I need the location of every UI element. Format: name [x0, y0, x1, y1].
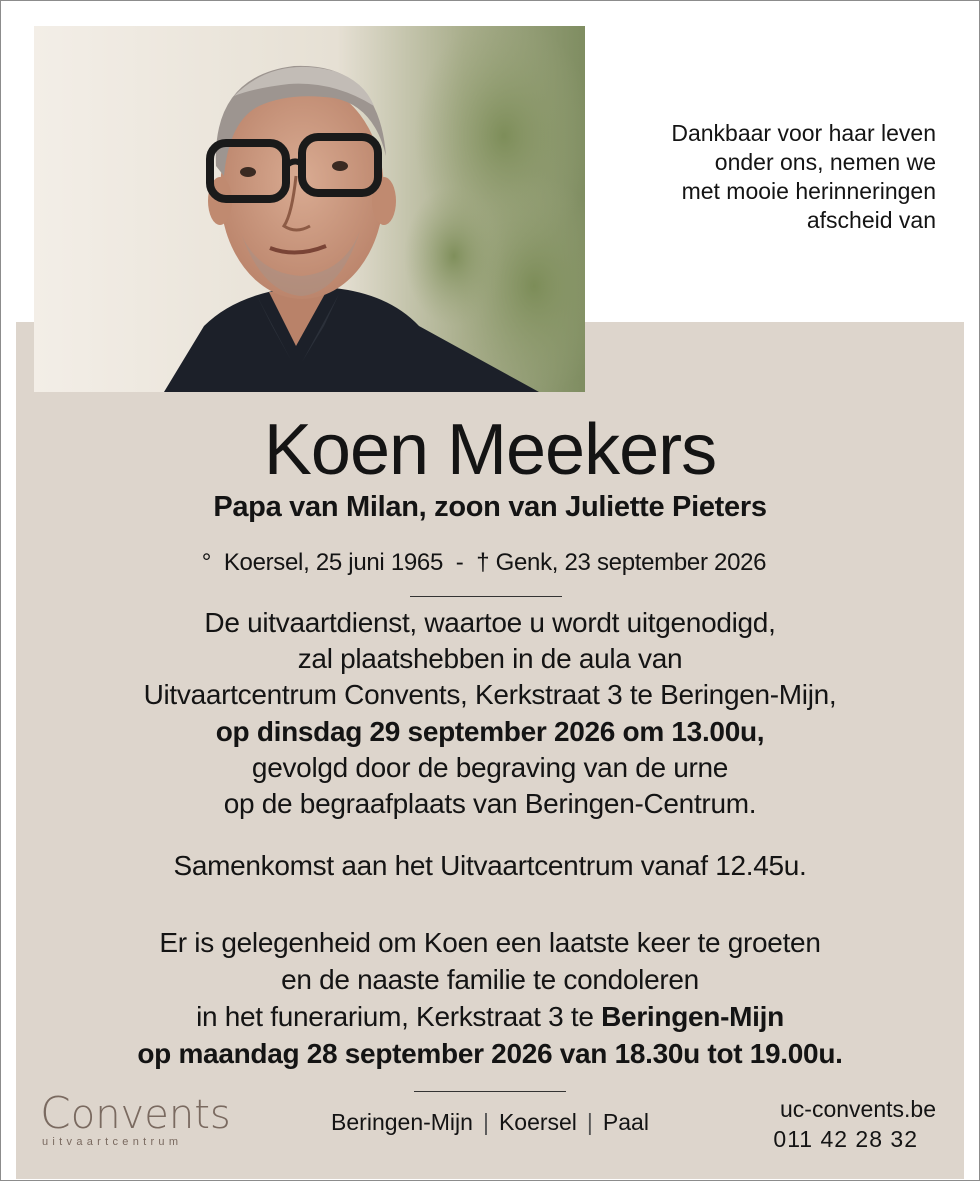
dates-dash: -: [443, 549, 477, 576]
deceased-name: Koen Meekers: [263, 410, 717, 490]
service-line: op de begraafplaats van Beringen-Centrum.: [223, 788, 757, 820]
divider-bottom: [414, 1091, 566, 1092]
phone-number: 011 42 28 32: [773, 1126, 918, 1152]
service-date: op dinsdag 29 september 2026 om 13.00u,: [215, 715, 765, 747]
portrait-photo: [34, 26, 585, 392]
gathering-line: Samenkomst aan het Uitvaartcentrum vanaf 12.45u.: [173, 850, 807, 881]
logo-initial: C: [40, 1088, 71, 1139]
service-line: Uitvaartcentrum Convents, Kerkstraat 3 te Beringen-Mijn,: [143, 679, 837, 711]
location-paal: Paal: [602, 1109, 649, 1135]
intro-line: afscheid van: [806, 207, 936, 233]
visit-location: Beringen-Mijn: [601, 1001, 784, 1032]
intro-line: met mooie herinneringen: [681, 178, 936, 204]
divider-top: [410, 596, 562, 597]
location-separator: |: [586, 1109, 593, 1135]
intro-line: onder ons, nemen we: [714, 149, 936, 175]
contact-block: [773, 1094, 936, 1154]
visitation-block: [0, 924, 980, 1072]
location-separator: |: [482, 1109, 489, 1135]
intro-line: Dankbaar voor haar leven: [671, 120, 936, 146]
visit-line: [0, 998, 980, 1035]
logo-word-rest: onvents: [70, 1092, 231, 1138]
death-info: † Genk, 23 september 2026: [476, 549, 767, 576]
location-beringen: Beringen-Mijn: [331, 1109, 473, 1135]
service-line: gevolgd door de begraving van de urne: [251, 751, 729, 783]
website-link[interactable]: uc-convents.be: [780, 1096, 936, 1122]
visit-date: op maandag 28 september 2026 van 18.30u tot 19.00u.: [137, 1038, 843, 1069]
service-line: De uitvaartdienst, waartoe u wordt uitgenodigd,: [204, 607, 776, 638]
dates-line: [0, 548, 968, 578]
visit-line: en de naaste familie te condoleren: [281, 964, 699, 995]
visit-line-prefix: in het funerarium, Kerkstraat 3 te: [196, 1001, 602, 1032]
birth-info: ° Koersel, 25 juni 1965: [201, 549, 444, 576]
service-line: zal plaatshebben in de aula van: [297, 643, 683, 675]
visit-line: Er is gelegenheid om Koen een laatste keer te groeten: [159, 927, 821, 958]
location-koersel: Koersel: [498, 1109, 577, 1135]
intro-text: [536, 119, 936, 235]
service-block: [0, 605, 980, 822]
logo-subtitle: uitvaartcentrum: [42, 1136, 183, 1148]
relation-line: Papa van Milan, zoon van Juliette Pieters: [213, 491, 767, 523]
